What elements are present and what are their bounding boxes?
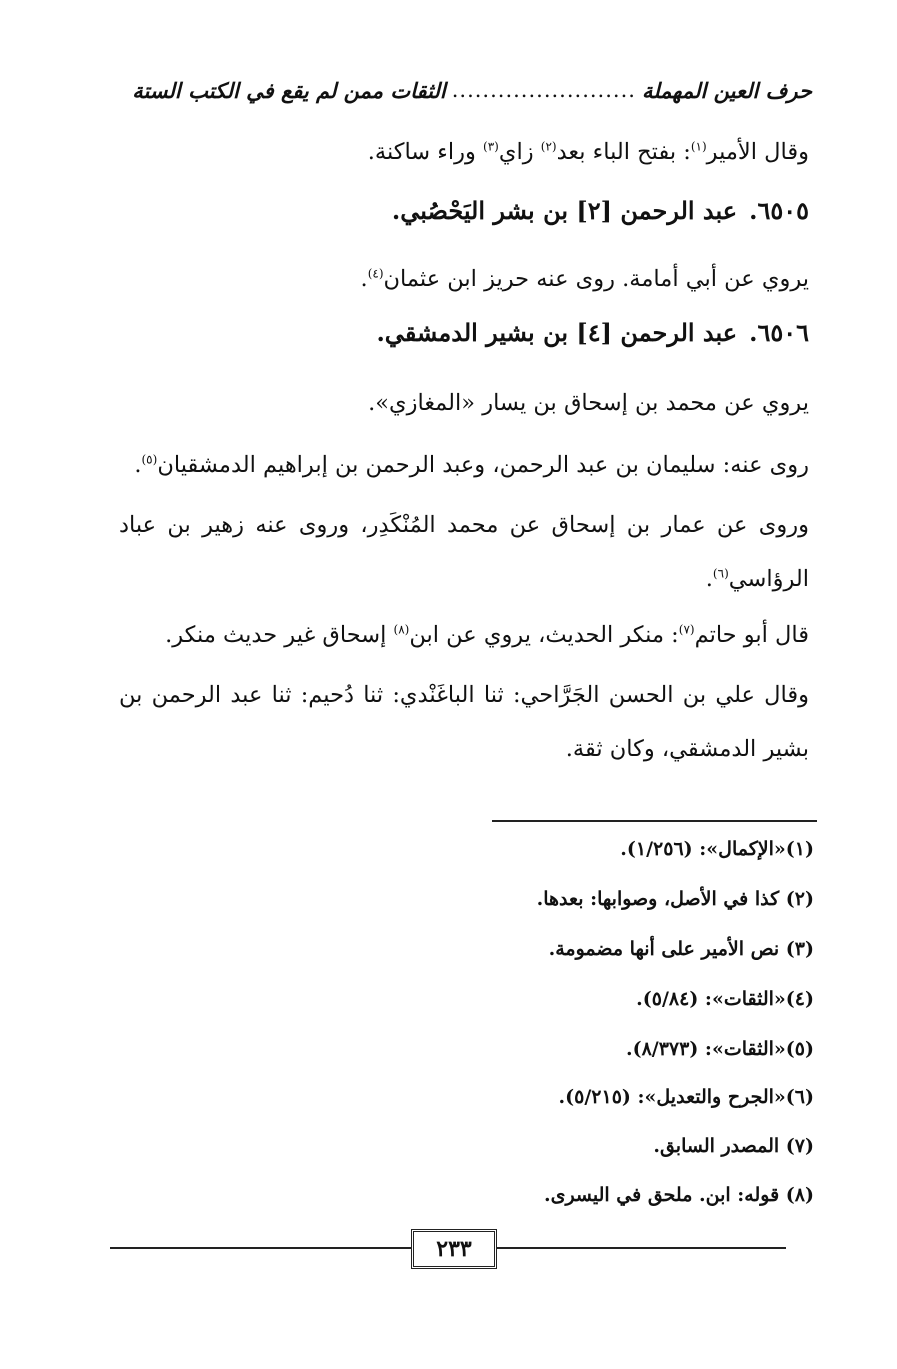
entry-heading-6506: [376, 318, 809, 347]
para-3-text: وروى عن عمار بن إسحاق عن محمد المُنْكَدِر، وروى عنه زهير بن عباد الرؤاسي: [119, 512, 809, 592]
footer-rule-right: [496, 1247, 786, 1249]
footer-rule-left: [110, 1247, 412, 1249]
footnote-ref-6: (٦): [712, 566, 729, 581]
footnote-3: (٣) نص الأمير على أنها مضمومة.: [548, 938, 814, 960]
footnote-ref-5: (٥): [141, 452, 158, 467]
entry-6506-para-1: يروي عن محمد بن إسحاق بن يسار «المغازي».: [368, 390, 809, 416]
entry-heading-6505: [392, 196, 809, 225]
entry-6506-para-4: [89, 608, 809, 662]
footnote-ref-3: (٣): [483, 139, 499, 154]
intro-paragraph: [89, 125, 809, 179]
entry-6505-body: [89, 252, 809, 306]
entry-name: عبد الرحمن [٢] بن بشر اليَحْصُبي.: [391, 196, 738, 225]
footnote-6: (٦)«الجرح والتعديل»: (٥/٢١٥).: [558, 1086, 814, 1108]
para-4-text-b: : منكر الحديث، يروي عن ابن: [409, 622, 679, 648]
footnote-1: (١)«الإكمال»: (١/٢٥٦).: [620, 838, 814, 860]
para-4-text-a: قال أبو حاتم: [694, 622, 809, 648]
header-leader-dots: ........................: [451, 78, 636, 102]
running-header: [132, 74, 812, 106]
entry-6506-para-2: [89, 438, 809, 492]
footnote-7: (٧) المصدر السابق.: [653, 1135, 814, 1157]
footnote-ref-2: (٢): [540, 139, 557, 154]
page-number: ٢٣٣: [411, 1229, 497, 1269]
entry-6506-para-3: [119, 498, 809, 606]
footnote-5: (٥)«الثقات»: (٨/٣٧٣).: [625, 1038, 814, 1060]
entry-number: ٦٥٠٦.: [749, 318, 809, 347]
header-chapter-title: حرف العين المهملة: [641, 77, 812, 103]
entry-6505-text: يروي عن أبي أمامة. روى عنه حريز ابن عثمان: [383, 266, 809, 292]
footnote-ref-4: (٤): [367, 266, 384, 281]
intro-text: وقال الأمير: [706, 139, 809, 165]
entry-number: ٦٥٠٥.: [749, 196, 809, 225]
footnote-ref-1: (١): [690, 139, 707, 154]
intro-text-4: وراء ساكنة.: [367, 139, 484, 165]
footnote-ref-8: (٨): [393, 622, 410, 637]
entry-6505-end: .: [360, 266, 368, 292]
para-2-end: .: [134, 452, 142, 478]
footnote-ref-7: (٧): [678, 622, 695, 637]
footnote-separator: [492, 820, 817, 822]
para-3-end: .: [705, 566, 713, 592]
entry-6506-para-5: وقال علي بن الحسن الجَرَّاحي: ثنا الباغَنْدي: ثنا دُحيم: ثنا عبد الرحمن بن بشير الدمشقي، وكان ثقة.: [119, 682, 809, 762]
intro-text-3: زاي: [498, 139, 541, 165]
footnote-8: (٨) قوله: ابن. ملحق في اليسرى.: [543, 1184, 814, 1206]
entry-name: عبد الرحمن [٤] بن بشير الدمشقي.: [376, 318, 738, 347]
footnote-2: (٢) كذا في الأصل، وصوابها: بعدها.: [536, 888, 814, 910]
footnote-4: (٤)«الثقات»: (٥/٨٤).: [636, 988, 814, 1010]
para-2-text: روى عنه: سليمان بن عبد الرحمن، وعبد الرحمن بن إبراهيم الدمشقيان: [157, 452, 809, 478]
para-4-text-c: إسحاق غير حديث منكر.: [165, 622, 394, 648]
header-book-title: الثقات ممن لم يقع في الكتب الستة: [132, 77, 446, 103]
intro-text-2: : بفتح الباء بعد: [556, 139, 691, 165]
